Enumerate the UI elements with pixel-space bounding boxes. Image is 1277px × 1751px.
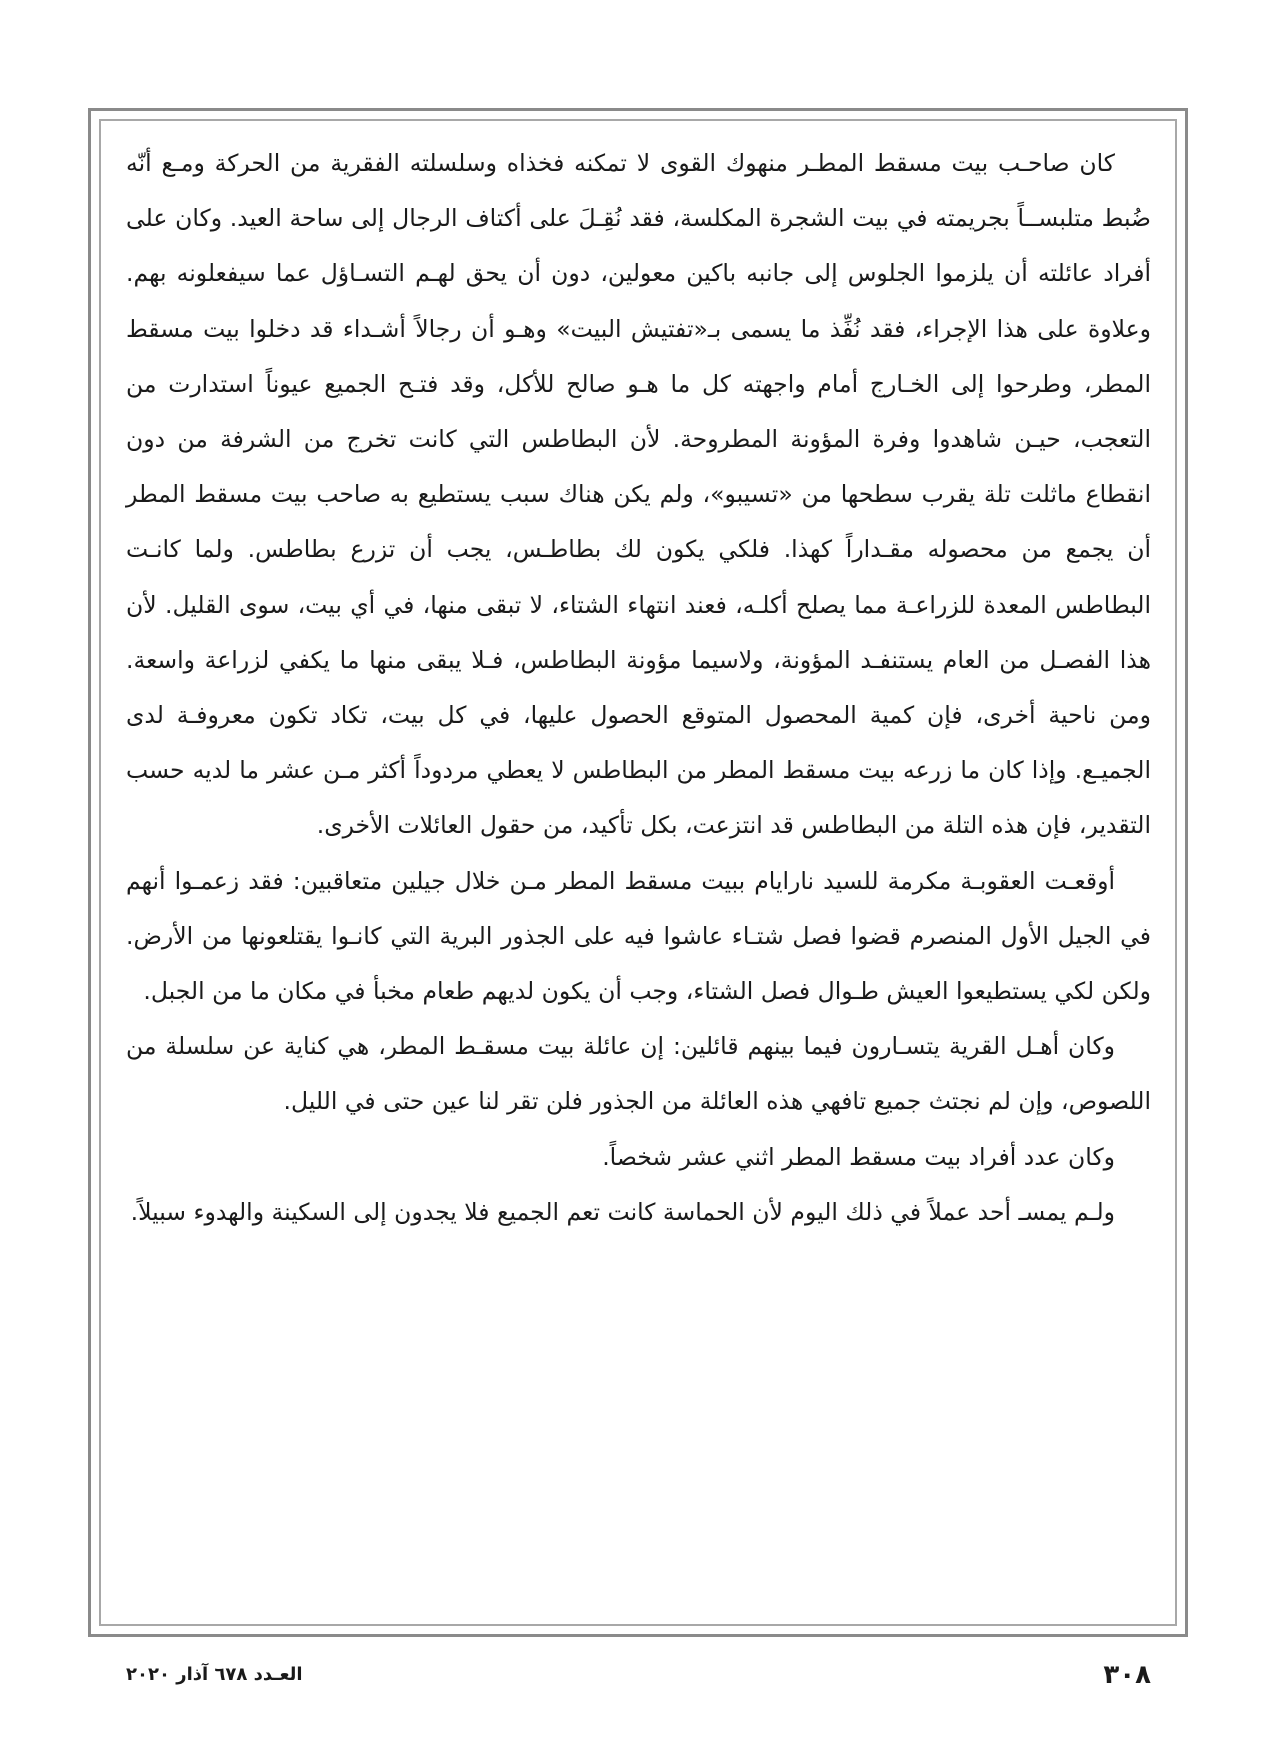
paragraph-4: وكان عدد أفراد بيت مسقط المطر اثني عشر شخصاً. (602, 1142, 1115, 1171)
issue-info: العـدد ٦٧٨ آذار ٢٠٢٠ (126, 1664, 303, 1685)
paragraph-2: أوقعـت العقوبـة مكرمة للسيد نارايام ببيت مسقط المطر مـن خلال جيلين متعاقبين: فقد زعمـوا أنهم في الجيل الأول المنصرم قضوا فصل شتـاء عاشوا فيه على الجذور البرية التي كانـوا يقتلعونها من الأرض. ولكن لكي يستطيعوا العيش طـوال فصل الشتاء، وجب أن يكون لديهم طعام مخبأ في مكان ما من الجبل. (126, 866, 1151, 1006)
paragraph-1: كان صاحـب بيت مسقط المطـر منهوك القوى لا تمكنه فخذاه وسلسلته الفقرية من الحركة ومـع أنّه ضُبط متلبســاً بجريمته في بيت الشجرة المكلسة، فقد نُقِـلَ على أكتاف الرجال إلى ساحة العيد. وكان على أفراد عائلته أن يلزموا الجلوس إلى جانبه باكين معولين، دون أن يحق لهـم التسـاؤل عما سيفعلونه بهم. وعلاوة على هذا الإجراء، فقد نُفِّذ ما يسمى بـ«تفتيش البيت» وهـو أن رجالاً أشـداء قد دخلوا بيت مسقط المطر، وطرحوا إلى الخـارج أمام واجهته كل ما هـو صالح للأكل، وقد فتـح الجميع عيوناً استدارت من التعجب، حيـن شاهدوا وفرة المؤونة المطروحة. لأن البطاطس التي كانت تخرج من الشرفة من دون انقطاع ماثلت تلة يقرب سطحها من «تسيبو»، ولم يكن هناك سبب يستطيع به صاحب بيت مسقط المطر أن يجمع من محصوله مقـداراً كهذا. فلكي يكون لك بطاطـس، يجب أن تزرع بطاطس. ولما كانـت البطاطس المعدة للزراعـة مما يصلح أكلـه، فعند انتهاء الشتاء، لا تبقى منها، في أي بيت، سوى القليل. لأن هذا الفصـل من العام يستنفـد المؤونة، ولاسيما مؤونة البطاطس، فـلا يبقى منها ما يكفي لزراعة واسعة. ومن ناحية أخرى، فإن كمية المحصول المتوقع الحصول عليها، في كل بيت، تكاد تكون معروفـة لدى الجميـع. وإذا كان ما زرعه بيت مسقط المطر من البطاطس لا يعطي مردوداً أكثر مـن عشر ما لديه حسب التقدير، فإن هذه التلة من البطاطس قد انتزعت، بكل تأكيد، من حقول العائلات الأخرى. (126, 149, 1151, 840)
paragraph-5: ولـم يمسـ أحد عملاً في ذلك اليوم لأن الحماسة كانت تعم الجميع فلا يجدون إلى السكينة والهدوء سبيلاً. (130, 1197, 1115, 1226)
article-body (126, 136, 1151, 1240)
page-footer (126, 1660, 1151, 1700)
paragraph-3: وكان أهـل القرية يتسـارون فيما بينهم قائلين: إن عائلة بيت مسقـط المطر، هي كناية عن سلسلة من اللصوص، وإن لم نجتث جميع تافهي هذه العائلة من الجذور فلن تقر لنا عين حتى في الليل. (126, 1032, 1151, 1116)
page-number: ٣٠٨ (1103, 1660, 1151, 1690)
